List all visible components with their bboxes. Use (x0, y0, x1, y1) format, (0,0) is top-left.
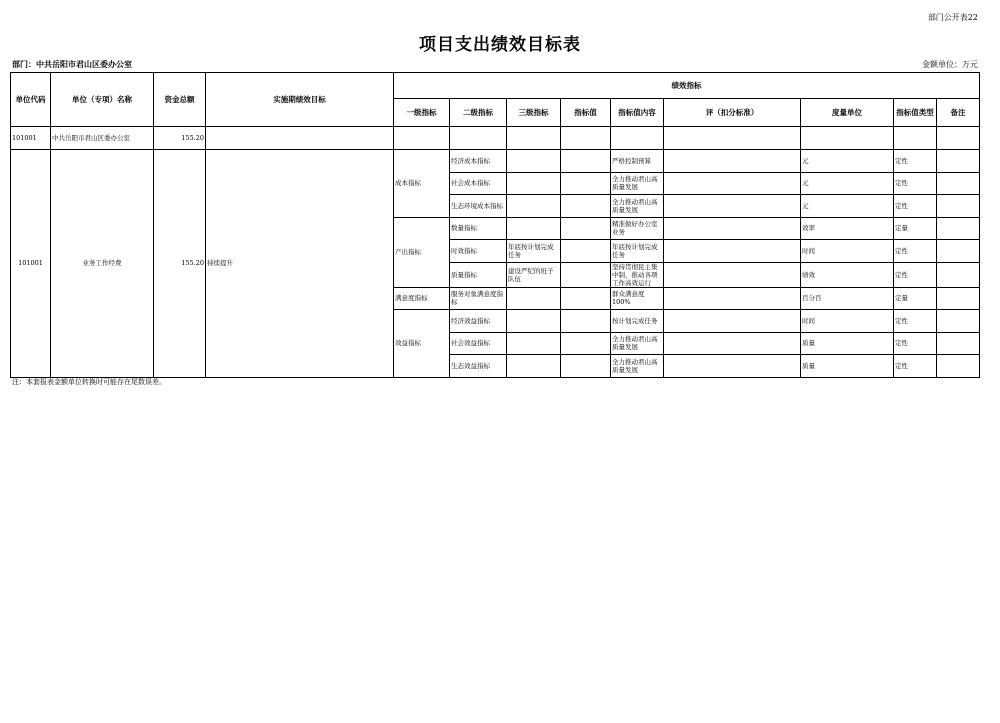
level2-indicator: 数量指标 (450, 217, 507, 240)
indicator-type: 定量 (894, 217, 937, 240)
indicator-value (561, 240, 611, 263)
indicator-content: 全力推动君山高质量发展 (611, 355, 664, 378)
rating-standard (664, 217, 801, 240)
col-level3: 三级指标 (507, 99, 561, 127)
level3-indicator (507, 217, 561, 240)
summary-name: 中共岳阳市君山区委办公室 (51, 127, 154, 150)
summary-row (11, 127, 980, 150)
department-label: 部门：中共岳阳市君山区委办公室 (12, 59, 132, 69)
remark (937, 195, 980, 218)
indicator-value (561, 262, 611, 287)
remark (937, 332, 980, 355)
indicator-type: 定性 (894, 172, 937, 195)
remark (937, 287, 980, 310)
col-content: 指标值内容 (611, 99, 664, 127)
indicator-type: 定量 (894, 287, 937, 310)
rating-standard (664, 262, 801, 287)
remark (937, 150, 980, 173)
level1-indicator: 效益指标 (394, 310, 450, 378)
footnote: 注：本套报表金额单位转换时可能存在尾数误差。 (12, 378, 166, 386)
level3-indicator (507, 355, 561, 378)
indicator-value (561, 355, 611, 378)
rating-standard (664, 150, 801, 173)
level2-indicator: 生态环境成本指标 (450, 195, 507, 218)
col-total-funds: 资金总额 (154, 73, 206, 127)
performance-table (10, 72, 980, 378)
level2-indicator: 经济成本指标 (450, 150, 507, 173)
indicator-value (561, 172, 611, 195)
indicator-type: 定性 (894, 240, 937, 263)
col-type: 指标值类型 (894, 99, 937, 127)
indicator-type: 定性 (894, 262, 937, 287)
indicator-value (561, 287, 611, 310)
table-number: 部门公开表22 (927, 13, 978, 22)
rating-standard (664, 195, 801, 218)
project-goal: 持续提升 (206, 150, 394, 378)
measure-unit: 绩效 (801, 262, 894, 287)
col-perf-group: 绩效指标 (394, 73, 980, 99)
level3-indicator: 建设严纪的班子队伍 (507, 262, 561, 287)
measure-unit: 效率 (801, 217, 894, 240)
measure-unit: 时间 (801, 310, 894, 333)
indicator-value (561, 195, 611, 218)
indicator-type: 定性 (894, 195, 937, 218)
indicator-content: 年底按计划完成任务 (611, 240, 664, 263)
indicator-value (561, 150, 611, 173)
measure-unit: 元 (801, 150, 894, 173)
col-goal: 实施期绩效目标 (206, 73, 394, 127)
rating-standard (664, 332, 801, 355)
rating-standard (664, 355, 801, 378)
col-level2: 二级指标 (450, 99, 507, 127)
indicator-content: 全力推动君山高质量发展 (611, 172, 664, 195)
level2-indicator: 社会效益指标 (450, 332, 507, 355)
level3-indicator: 年底按计划完成任务 (507, 240, 561, 263)
level2-indicator: 社会成本指标 (450, 172, 507, 195)
indicator-value (561, 332, 611, 355)
remark (937, 217, 980, 240)
col-value: 指标值 (561, 99, 611, 127)
level3-indicator (507, 150, 561, 173)
indicator-value (561, 217, 611, 240)
remark (937, 240, 980, 263)
indicator-content: 按计划完成任务 (611, 310, 664, 333)
level3-indicator (507, 310, 561, 333)
indicator-content: 全力推动君山高质量发展 (611, 332, 664, 355)
project-name: 业务工作经费 (51, 150, 154, 378)
measure-unit: 百分百 (801, 287, 894, 310)
col-unit-code: 单位代码 (11, 73, 51, 127)
level2-indicator: 时效指标 (450, 240, 507, 263)
level3-indicator (507, 195, 561, 218)
rating-standard (664, 172, 801, 195)
col-remark: 备注 (937, 99, 980, 127)
indicator-type: 定性 (894, 332, 937, 355)
rating-standard (664, 310, 801, 333)
indicator-type: 定性 (894, 355, 937, 378)
remark (937, 262, 980, 287)
indicator-type: 定性 (894, 150, 937, 173)
measure-unit: 元 (801, 195, 894, 218)
indicator-content: 精准做好办公室业务 (611, 217, 664, 240)
level3-indicator (507, 332, 561, 355)
level1-indicator: 产出指标 (394, 217, 450, 287)
col-unit-name: 单位（专项）名称 (51, 73, 154, 127)
measure-unit: 元 (801, 172, 894, 195)
measure-unit: 质量 (801, 332, 894, 355)
col-level1: 一级指标 (394, 99, 450, 127)
measure-unit: 时间 (801, 240, 894, 263)
remark (937, 355, 980, 378)
indicator-content: 坚持贯彻民主集中制，推动各项工作高效运行 (611, 262, 664, 287)
rating-standard (664, 240, 801, 263)
indicator-value (561, 310, 611, 333)
col-rating: 评（扣分标准） (664, 99, 801, 127)
level2-indicator: 服务对象满意度指标 (450, 287, 507, 310)
indicator-type: 定性 (894, 310, 937, 333)
indicator-content: 全力推动君山高质量发展 (611, 195, 664, 218)
level1-indicator: 满意度指标 (394, 287, 450, 310)
currency-unit-label: 金额单位：万元 (922, 60, 978, 69)
level1-indicator: 成本指标 (394, 150, 450, 218)
col-measure-unit: 度量单位 (801, 99, 894, 127)
table-row (11, 150, 980, 173)
indicator-content: 群众满意度100% (611, 287, 664, 310)
level2-indicator: 生态效益指标 (450, 355, 507, 378)
summary-amount: 155.20 (154, 127, 206, 150)
remark (937, 310, 980, 333)
project-amount: 155.20 (154, 150, 206, 378)
level3-indicator (507, 172, 561, 195)
level3-indicator (507, 287, 561, 310)
measure-unit: 质量 (801, 355, 894, 378)
project-code: 101001 (11, 150, 51, 378)
page-title: 项目支出绩效目标表 (419, 35, 581, 55)
level2-indicator: 经济效益指标 (450, 310, 507, 333)
remark (937, 172, 980, 195)
level2-indicator: 质量指标 (450, 262, 507, 287)
rating-standard (664, 287, 801, 310)
summary-code: 101001 (11, 127, 51, 150)
indicator-content: 严格控制预算 (611, 150, 664, 173)
